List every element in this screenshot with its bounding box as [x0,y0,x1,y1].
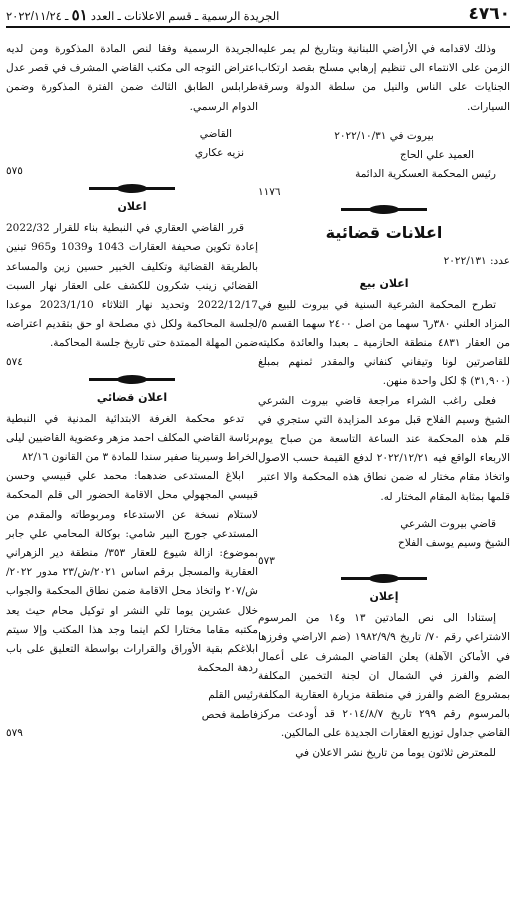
place-date: بيروت في ٢٠٢٢/١٠/٣١ [334,129,434,142]
notice-paragraph: تدعو محكمة الغرفة الابتدائية المدنية في النبطية برئاسة القاضي المكلف احمد مزهر وعضوية القاضيين ليلى الخراط وسيرينا صفير سندا للمادة ٣ من القانون ٨٢/١٦ [6,412,258,464]
running-title [6,6,279,24]
notice-heading: اعلان بيع [359,276,409,290]
notice-heading: اعلان [117,200,147,214]
page-number: ٤٧٦٠ [468,4,510,24]
issue-date: ـ ٢٠٢٢/١١/٢٤ [6,11,69,23]
section-divider [6,181,258,195]
signer-name: العميد علي الحاج [400,149,474,162]
signer-title: القاضي [199,127,232,140]
notice-number: ٥٧٤ [6,355,23,368]
previous-notice-continuation: وذلك لاقدامه في الأراضي اللبنانية وبتاريخ لم يمر عليه الزمن على الانتماء الى تنظيم إرهابي مسلح بقصد ارتكاب الجنايات على الناس والنيل من سلطة الدولة وسرقة السيارات. [258,43,510,113]
section-divider [6,372,258,386]
notice-number: ١١٧٦ [258,186,281,199]
signer-title: رئيس القلم [208,689,258,702]
notice-paragraph: إستنادا الى نص المادتين ١٣ و١٤ من المرسوم الاشتراعي رقم ٧٠/ تاريخ ١٩٨٢/٩/٩ (ضم الاراضي وفرزها في الأماكن الآهلة) يعلن القاضي المشرف على أعمال الضم والفرز في الشمال ان لجنة التخمين المكلفة بمشروع الضم والفرز في منطقة مزيارة العقارية المكلفة بالمرسوم رقم ٢٩٩ تاريخ ٢٠١٤/٨/٧ قد أودعت مركز القاضي جداول توزيع العقارات الجديدة على المالكين. [258,612,511,740]
reference-number: عدد: ٢٠٢٢/١٣١ [443,255,510,268]
left-column [6,40,258,915]
notice-heading: إعلان [369,590,399,604]
sale-paragraph: تطرح المحكمة الشرعية السنية في بيروت للبيع في المزاد العلني ٣٨٠ر٦ سهما من اصل ٢٤٠٠ سهما القسم ٥/ من العقار ٤٨٣١ منطقة الحازمية ـ بعبدا والعائدة مكليته للقاصرتين لونا وتيفاني كنفاني والمقدر ثمنهم بمبلغ (٣١,٩٠٠) $ لكل واحدة منهن. [258,298,511,388]
page-header [6,4,510,28]
notice-heading: اعلان قضائي [96,390,168,404]
notice-number: ٥٧٩ [6,726,23,739]
notice-paragraph: ابلاغ المستدعى ضدهما: محمد علي قبيسي وحسن قبيسي المجهولي محل الاقامة الحضور الى قلم المحكمة لاستلام نسخة عن الاستدعاء ومربوطاته والمقدم من المستدعي جورج البير شامي: بوكالة المحامي علي جابر بموضوع: ازالة شيوع للعقار ٣٥٣/ منطقة دير الزهراني العقارية والمسجل برقم اساس ٢٠٢١/ش/٢٣ مدور ٢٠٢٢/ش/٢٠٧ واتخاذ محل الاقامة ضمن نطاق المحكمة والجواب خلال عشرين يوما تلي النشر او توكيل محام حيث يعد مكتبه مقاما مختارا لكم اينما وجد هذا المكتب وإلا سيتم ابلاغكم بقية الأوراق والقرارات بواسطة التعليق على باب ردهة المحكمة [6,470,259,675]
sale-paragraph: فعلى راغب الشراء مراجعة قاضي بيروت الشرعي الشيخ وسيم الفلاح قبل موعد المزايدة التي ستجري في قلم هذه المحكمة عند الساعة التاسعة من صباح يوم الاربعاء الواقع فيه ٢٠٢٢/١٢/٢١ لدفع القيمة حسب الاصول واتخاذ مقام مختار له ضمن نطاق هذه المحكمة والا اعتبر قلمها بمثابة المقام المختار له. [258,394,510,503]
signer-name: نزيه عكاري [194,147,244,160]
signer-title: قاضي بيروت الشرعي [400,517,496,530]
issue-number: ٥١ [71,7,88,24]
notice-number: ٥٧٥ [6,165,23,178]
signer-name: فاطمة فحص [201,708,258,721]
right-column [258,40,510,915]
notice-paragraph: قرر القاضي العقاري في النبطية بناء للقرار 2022/32 إعادة تكوين صحيفة العقارات 1043 و1039 و965 تبنين بالطريقة القضائية وتكليف الخبير حسين زين والمساعد القضائي زينب شكرون للكشف على العقار نهار السبت 2022/12/17 وتحديد نهار الثلاثاء 2023/1/10 موعدا لجلسة المحاكمة ولكل ذي مصلحة او حق بتقديم اعتراضه ضمن المهلة الممتدة حتى تاريخ جلسة المحاكمة. [6,222,258,350]
notice-number: ٥٧٣ [258,555,275,568]
notice-continuation: الجريدة الرسمية وفقا لنص المادة المذكورة ومن لديه اعتراض التوجه الى مكتب القاضي المشرف في قصر عدل طرابلس الطابق الثالث ضمن الفترة المذكورة وضمن الدوام الرسمي. [6,43,258,113]
section-divider [258,202,510,216]
running-title-text: الجريدة الرسمية ـ قسم الاعلانات ـ العدد [90,11,280,23]
section-title: اعلانات قضائية [325,223,443,243]
notice-paragraph: للمعترض ثلاثون يوما من تاريخ نشر الاعلان في [295,746,496,759]
section-divider [258,571,510,585]
signer-title: رئيس المحكمة العسكرية الدائمة [355,168,496,181]
signer-name: الشيخ وسيم يوسف الفلاح [398,537,510,550]
